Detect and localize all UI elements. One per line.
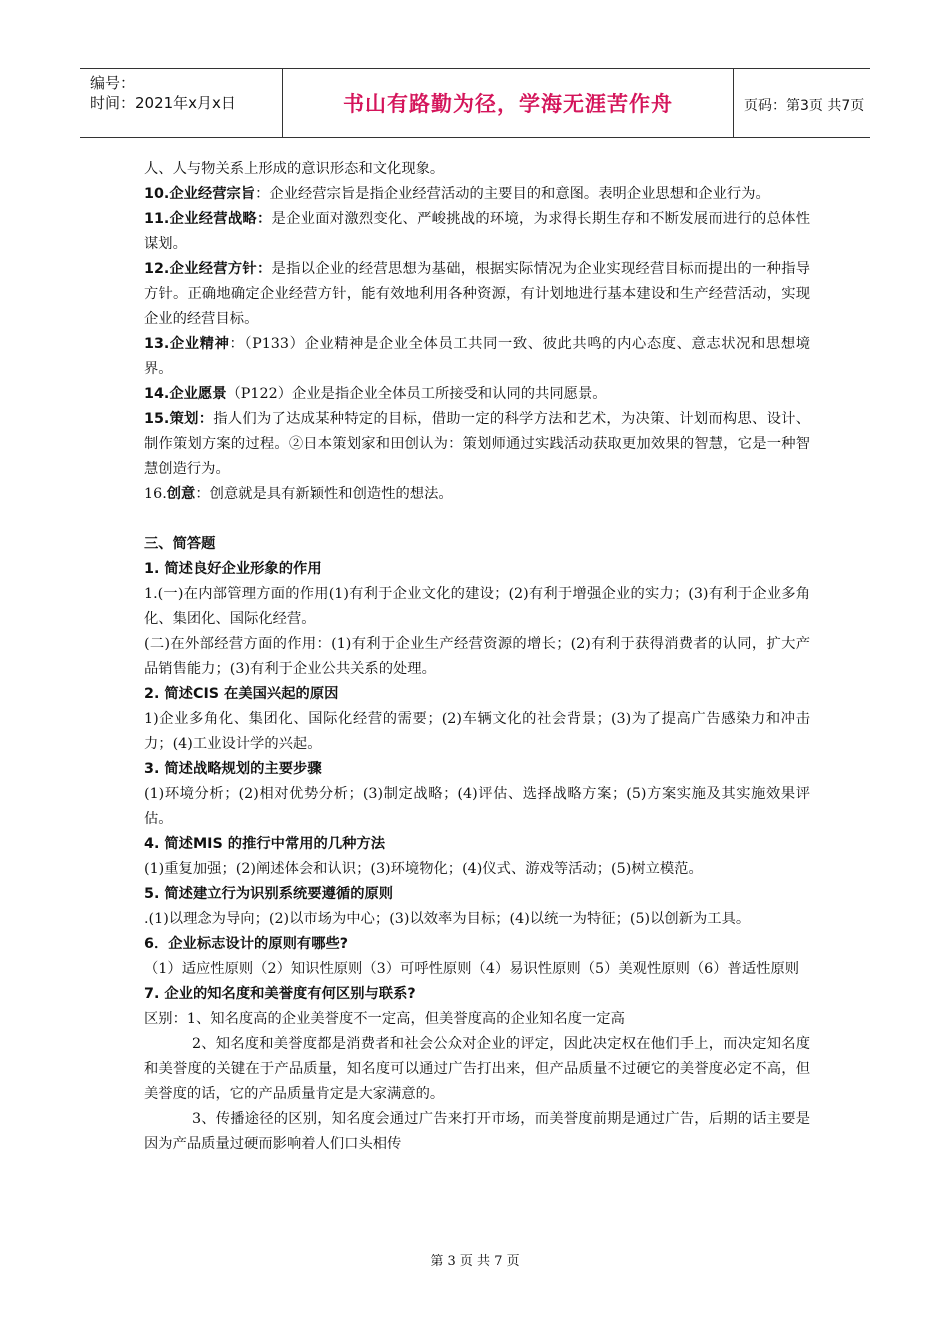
answer-5: .(1)以理念为导向；(2)以市场为中心；(3)以效率为目标；(4)以统一为特征；(5)以创新为工具。 (144, 911, 751, 927)
term-10 (144, 182, 810, 207)
term-title: 14.企业愿景 (144, 386, 227, 402)
term-16 (144, 482, 810, 507)
answer-3: (1)环境分析；(2)相对优势分析；(3)制定战略；(4)评估、选择战略方案；(5)方案实施及其实施效果评估。 (144, 786, 810, 827)
time-label: 时间：2021年x月x日 (90, 94, 236, 112)
term-def: 指人们为了达成某种特定的目标，借助一定的科学方法和艺术，为决策、计划而构思、设计、制作策划方案的过程。②日本策划家和田创认为：策划师通过实践活动获取更加效果的智慧，它是一种智慧创造行为。 (144, 411, 811, 477)
answer-4: (1)重复加强；(2)阐述体会和认识；(3)环境物化；(4)仪式、游戏等活动；(5)树立模范。 (144, 861, 703, 877)
term-def: （P122）企业是指企业全体员工所接受和认同的共同愿景。 (226, 386, 607, 402)
spacer (144, 507, 810, 532)
term-def: 是企业面对激烈变化、严峻挑战的环境，为求得长期生存和不断发展而进行的总体性谋划。 (144, 211, 810, 252)
header-motto-cell (282, 69, 734, 137)
term-def: ：企业经营宗旨是指企业经营活动的主要目的和意图。表明企业思想和企业行为。 (255, 186, 770, 202)
answer-1a: 1.(一)在内部管理方面的作用(1)有利于企业文化的建设；(2)有利于增强企业的实力；(3)有利于企业多角化、集团化、国际化经营。 (144, 586, 810, 627)
header-meta (80, 69, 282, 137)
term-number: 16. (144, 486, 167, 502)
question-title: 6．企业标志设计的原则有哪些? (144, 936, 349, 952)
question-3 (144, 757, 810, 782)
motto: 书山有路勤为径，学海无涯苦作舟 (343, 92, 673, 116)
question-1 (144, 557, 810, 582)
answer-2: 1)企业多角化、集团化、国际化经营的需要；(2)车辆文化的社会背景；(3)为了提高广告感染力和冲击力；(4)工业设计学的兴起。 (144, 711, 810, 752)
answer-1b: (二)在外部经营方面的作用：(1)有利于企业生产经营资源的增长；(2)有利于获得消费者的认同，扩大产品销售能力；(3)有利于企业公共关系的处理。 (144, 636, 810, 677)
term-14 (144, 382, 810, 407)
answer-7c: 3、传播途径的区别，知名度会通过广告来打开市场，而美誉度前期是通过广告，后期的话主要是因为产品质量过硬而影响着人们口头相传 (144, 1111, 810, 1152)
question-2 (144, 682, 810, 707)
answer-7b: 2、知名度和美誉度都是消费者和社会公众对企业的评定，因此决定权在他们手上，而决定知名度和美誉度的关键在于产品质量，知名度可以通过广告打出来，但产品质量不过硬它的美誉度必定不高，但美誉度的话，它的产品质量肯定是大家满意的。 (144, 1036, 810, 1102)
question-title: 3. 简述战略规划的主要步骤 (144, 761, 322, 777)
term-def: ：（P133）企业精神是企业全体员工共同一致、彼此共鸣的内心态度、意志状况和思想境界。 (144, 336, 810, 377)
question-5 (144, 882, 810, 907)
page-label: 页码：第3页 共7页 (744, 98, 865, 114)
term-12 (144, 257, 810, 332)
header-page-cell (734, 69, 870, 137)
term-def: ：创意就是具有新颖性和创造性的想法。 (195, 486, 453, 502)
page-footer: 第 3 页 共 7 页 (430, 1254, 520, 1269)
question-title: 5. 简述建立行为识别系统要遵循的原则 (144, 886, 394, 902)
term-13 (144, 332, 810, 382)
term-def: 是指以企业的经营思想为基础，根据实际情况为企业实现经营目标而提出的一种指导方针。正确地确定企业经营方针，能有效地利用各种资源，有计划地进行基本建设和生产经营活动，实现企业的经营目标。 (144, 261, 810, 327)
paragraph (144, 157, 810, 182)
term-title: 15.策划： (144, 411, 214, 427)
term-title: 11.企业经营战略： (144, 211, 272, 227)
section-title: 三、简答题 (144, 536, 216, 552)
document-body (144, 157, 810, 1157)
question-6 (144, 932, 810, 957)
question-title: 7. 企业的知名度和美誉度有何区别与联系? (144, 986, 416, 1002)
term-title: 10.企业经营宗旨 (144, 186, 256, 202)
term-title: 13.企业精神 (144, 336, 230, 352)
term-11 (144, 207, 810, 257)
number-label: 编号： (90, 74, 136, 92)
question-7 (144, 982, 810, 1007)
term-title: 12.企业经营方针： (144, 261, 272, 277)
question-title: 2. 简述CIS 在美国兴起的原因 (144, 686, 339, 702)
page-header (80, 68, 870, 138)
term-title: 创意 (166, 486, 196, 502)
section-heading (144, 532, 810, 557)
answer-7a: 区别：1、知名度高的企业美誉度不一定高，但美誉度高的企业知名度一定高 (144, 1011, 625, 1027)
text: 人、人与物关系上形成的意识形态和文化现象。 (144, 161, 445, 177)
term-15 (144, 407, 810, 482)
question-title: 1. 简述良好企业形象的作用 (144, 561, 322, 577)
question-4 (144, 832, 810, 857)
question-title: 4. 简述MIS 的推行中常用的几种方法 (144, 836, 386, 852)
answer-6: （1）适应性原则（2）知识性原则（3）可呼性原则（4）易识性原则（5）美观性原则（6）普适性原则 (144, 961, 800, 977)
